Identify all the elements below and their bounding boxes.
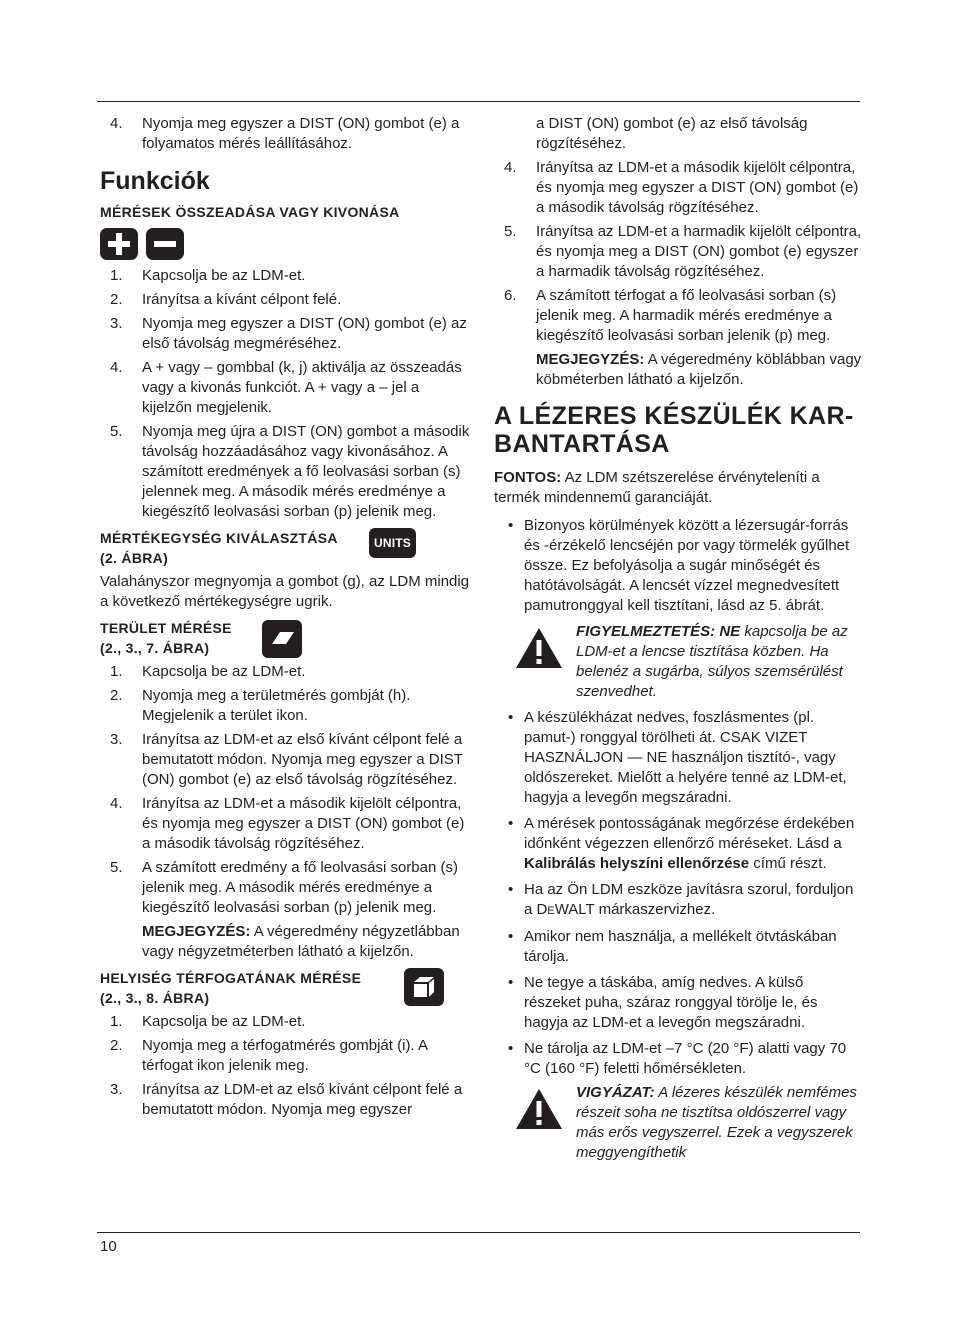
- volume-figure-ref: (2., 3., 8. ÁBRA): [100, 990, 210, 1006]
- units-heading-row: [100, 528, 472, 568]
- list-item: 5. Nyomja meg újra a DIST (ON) gombot a második távolság hozzáadásához vagy kivonásához. A számított eredmények a fő leolvasási sorban (s) jelennek meg. A második mérés eredménye a kiegészítő leolvasási sorban (p) jelenik meg.: [110, 423, 470, 520]
- bullet-item: • Amikor nem használja, a mellékelt ötvtáskában tárolja.: [508, 928, 837, 965]
- list-item: 4. A + vagy – gombbal (k, j) aktiválja az összeadás vagy a kivonás funkciót. A + vagy a – jel a kijelzőn megjelenik.: [110, 359, 462, 416]
- area-heading-row: [100, 618, 472, 658]
- warning-icon: [514, 622, 576, 702]
- list-item-continued: a DIST (ON) gombot (e) az első távolság rögzítéséhez.: [536, 115, 808, 152]
- bullet-item: • Bizonyos körülmények között a lézersugár-forrás és -érzékelő lencséjén por vagy törmelék gyűlhet össze. Ez befolyásolja a sugár minőségét és hatótávolságát. A lencsét vízzel megnedvesített pamutronggyal kell tisztítani, lásd az 5. ábrát.: [508, 517, 850, 614]
- maintenance-title: A LÉZERES KÉSZÜLÉK KAR- BANTARTÁSA: [494, 402, 854, 458]
- list-item: 4. Irányítsa az LDM-et a második kijelölt célpontra, és nyomja meg egyszer a DIST (ON) gombot (e) a második távolság rögzítéséhez.: [110, 795, 465, 852]
- minus-icon: [146, 228, 184, 260]
- page-number: 10: [100, 1238, 117, 1255]
- volume-note: MEGJEGYZÉS: A végeredmény köblábban vagy köbméterben látható a kijelzőn.: [536, 351, 862, 388]
- warning-icon: [514, 1083, 576, 1163]
- area-heading: TERÜLET MÉRÉSE: [100, 620, 232, 636]
- units-heading: MÉRTÉKEGYSÉG KIVÁLASZTÁSA: [100, 530, 338, 546]
- bottom-rule: [97, 1232, 860, 1233]
- list-item: 5. A számított eredmény a fő leolvasási sorban (s) jelenik meg. A második mérés eredménye a kiegészítő leolvasási sorban (p) jelenik meg.: [110, 859, 458, 916]
- sum-subtract-heading: MÉRÉSEK ÖSSZEADÁSA VAGY KIVONÁSA: [100, 204, 400, 220]
- volume-heading-row: [100, 968, 472, 1008]
- list-item: 1. Kapcsolja be az LDM-et.: [110, 663, 306, 680]
- important-note: FONTOS: Az LDM szétszerelése érvényteleníti a termék mindennemű garanciáját.: [494, 469, 820, 506]
- bullet-item: • Ne tegye a táskába, amíg nedves. A külső részeket puha, száraz ronggyal törölje le, és hagyja az LDM-et a levegőn megszáradni.: [508, 974, 818, 1031]
- bullet-item: • A készülékházat nedves, foszlásmentes (pl. pamut-) ronggyal törölheti át. CSAK VIZET HASZNÁLJON — NE használjon tisztító-, vagy oldószereket. Mielőtt a helyére tenné az LDM-et, hagyja a levegőn megszáradni.: [508, 709, 847, 806]
- area-note: MEGJEGYZÉS: A végeredmény négyzetlábban vagy négyzetméterben látható a kijelzőn.: [142, 923, 460, 960]
- area-figure-ref: (2., 3., 7. ÁBRA): [100, 640, 210, 656]
- units-icon: UNITS: [369, 528, 416, 558]
- area-icon: [262, 620, 302, 658]
- units-text: Valahányszor megnyomja a gombot (g), az LDM mindig a következő mértékegységre ugrik.: [100, 573, 470, 610]
- warning-block-1: FIGYELMEZTETÉS: NE kapcsolja be az LDM-et a lencse tisztítása közben. Ha belenéz a sugárba, súlyos szemsérülést szenvedhet.: [514, 622, 864, 702]
- list-item: 2. Irányítsa a kívánt célpont felé.: [110, 291, 342, 308]
- list-item: 3. Nyomja meg egyszer a DIST (ON) gombot (e) az első távolság megméréséhez.: [110, 315, 467, 352]
- units-figure-ref: (2. ÁBRA): [100, 550, 169, 566]
- volume-icon: [404, 968, 444, 1006]
- list-item: 1. Kapcsolja be az LDM-et.: [110, 1013, 306, 1030]
- list-item: 1. Kapcsolja be az LDM-et.: [110, 267, 306, 284]
- right-column: [494, 114, 864, 1169]
- bullet-item: • Ha az Ön LDM eszköze javításra szorul, forduljon a DEWALT márkaszervizhez.: [508, 881, 854, 918]
- list-item: 4. Nyomja meg egyszer a DIST (ON) gombot (e) a folyamatos mérés leállításához.: [110, 115, 460, 152]
- bullet-item: • A mérések pontosságának megőrzése érdekében időnként végezzen ellenőrző méréseket. Lásd a Kalibrálás helyszíni ellenőrzése című részt.: [508, 815, 855, 872]
- left-column: [100, 114, 472, 1120]
- plus-icon: [100, 228, 138, 260]
- bullet-item: • Ne tárolja az LDM-et –7 °C (20 °F) alatti vagy 70 °C (160 °F) feletti hőmérsékleten.: [508, 1040, 847, 1077]
- top-rule: [97, 101, 860, 102]
- list-item: 2. Nyomja meg a térfogatmérés gombját (i). A térfogat ikon jelenik meg.: [110, 1037, 428, 1074]
- list-item: 3. Irányítsa az LDM-et az első kívánt célpont felé a bemutatott módon. Nyomja meg egyszer: [110, 1081, 463, 1118]
- warning-block-2: VIGYÁZAT: A lézeres készülék nemfémes részeit soha ne tisztítsa oldószerrel vagy más erős vegyszerrel. Ezek a vegyszerek meggyengíthetik: [514, 1083, 864, 1163]
- section-title-functions: Funkciók: [100, 167, 210, 195]
- list-item: 6. A számított térfogat a fő leolvasási sorban (s) jelenik meg. A harmadik mérés eredménye a kiegészítő leolvasási sorban jelenik (p) meg.: [504, 287, 837, 344]
- list-item: 2. Nyomja meg a területmérés gombját (h). Megjelenik a terület ikon.: [110, 687, 411, 724]
- list-item: 4. Irányítsa az LDM-et a második kijelölt célpontra, és nyomja meg egyszer a DIST (ON) gombot (e) a második távolság rögzítéséhez.: [504, 159, 859, 216]
- plus-minus-icons: [100, 228, 472, 260]
- list-item: 3. Irányítsa az LDM-et az első kívánt célpont felé a bemutatott módon. Nyomja meg egyszer a DIST (ON) gombot (e) az első távolság rögzítéséhez.: [110, 731, 463, 788]
- list-item: 5. Irányítsa az LDM-et a harmadik kijelölt célpontra, és nyomja meg a DIST (ON) gombot (e) egyszer a harmadik távolság rögzítéséhez.: [504, 223, 862, 280]
- volume-heading: HELYISÉG TÉRFOGATÁNAK MÉRÉSE: [100, 970, 362, 986]
